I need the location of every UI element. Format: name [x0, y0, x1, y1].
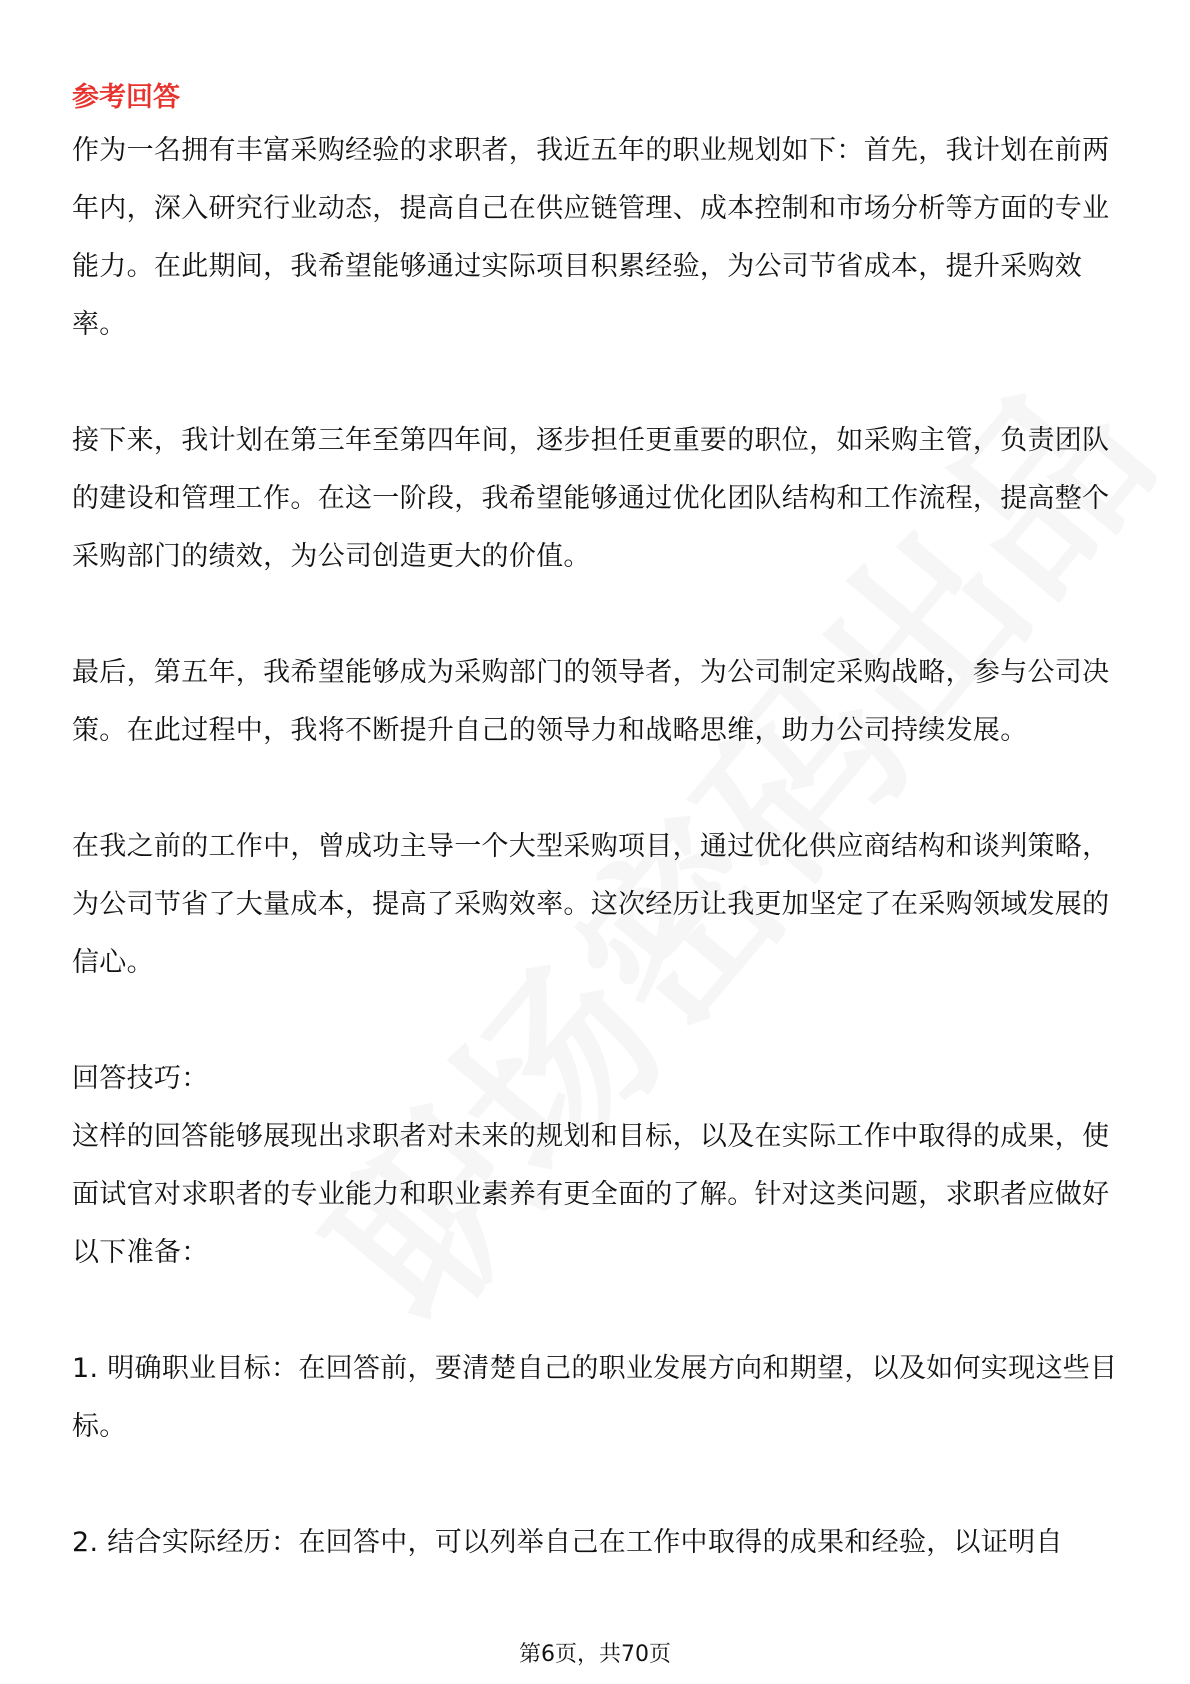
page-content	[72, 74, 1122, 1572]
paragraph-spacer	[72, 760, 1122, 818]
tips-intro: 这样的回答能够展现出求职者对未来的规划和目标，以及在实际工作中取得的成果，使面试官对求职者的专业能力和职业素养有更全面的了解。针对这类问题，求职者应做好以下准备：	[72, 1121, 1110, 1268]
paragraph-spacer	[72, 1282, 1122, 1340]
paragraph-spacer	[72, 586, 1122, 644]
answer-paragraph-3: 最后，第五年，我希望能够成为采购部门的领导者，为公司制定采购战略，参与公司决策。在此过程中，我将不断提升自己的领导力和战略思维，助力公司持续发展。	[72, 657, 1110, 746]
tips-label: 回答技巧：	[72, 1063, 209, 1094]
paragraph-spacer	[72, 354, 1122, 412]
section-heading: 参考回答	[72, 82, 180, 113]
tip-item-1: 1. 明确职业目标：在回答前，要清楚自己的职业发展方向和期望，以及如何实现这些目标。	[72, 1353, 1118, 1442]
page-number: 第6页，共70页	[519, 1642, 671, 1667]
tip-item-2: 2. 结合实际经历：在回答中，可以列举自己在工作中取得的成果和经验，以证明自	[72, 1527, 1063, 1558]
answer-paragraph-1: 作为一名拥有丰富采购经验的求职者，我近五年的职业规划如下：首先，我计划在前两年内，深入研究行业动态，提高自己在供应链管理、成本控制和市场分析等方面的专业能力。在此期间，我希望能够通过实际项目积累经验，为公司节省成本，提升采购效率。	[72, 135, 1110, 340]
paragraph-spacer	[72, 1456, 1122, 1514]
answer-paragraph-4: 在我之前的工作中，曾成功主导一个大型采购项目，通过优化供应商结构和谈判策略，为公司节省了大量成本，提高了采购效率。这次经历让我更加坚定了在采购领域发展的信心。	[72, 831, 1110, 978]
answer-paragraph-2: 接下来，我计划在第三年至第四年间，逐步担任更重要的职位，如采购主管，负责团队的建设和管理工作。在这一阶段，我希望能够通过优化团队结构和工作流程，提高整个采购部门的绩效，为公司创造更大的价值。	[72, 425, 1110, 572]
paragraph-spacer	[72, 992, 1122, 1050]
